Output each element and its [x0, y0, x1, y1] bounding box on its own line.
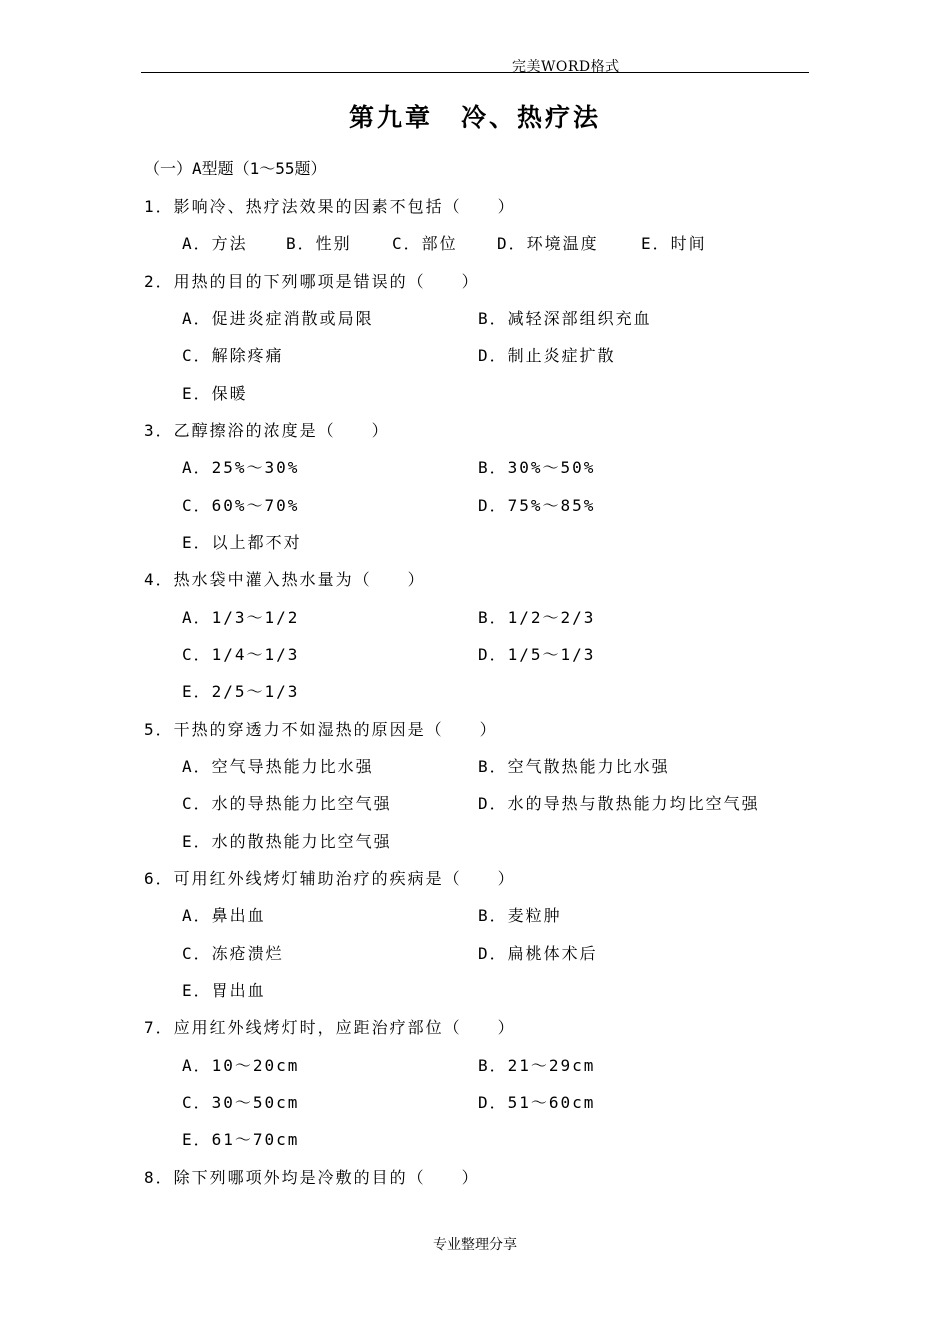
- option-b: B．减轻深部组织充血: [478, 309, 652, 328]
- option-e: E．胃出血: [182, 981, 266, 1000]
- option-e: E．61～70cm: [182, 1130, 300, 1149]
- question-stem: 4．热水袋中灌入热水量为（ ）: [144, 570, 426, 589]
- header-divider: [141, 72, 809, 73]
- option-d: D．75%～85%: [478, 496, 596, 515]
- option-a: A．10～20cm: [182, 1056, 300, 1075]
- question-stem: 6．可用红外线烤灯辅助治疗的疾病是（ ）: [144, 869, 516, 888]
- question-stem: 3．乙醇擦浴的浓度是（ ）: [144, 421, 390, 440]
- page-header: 完美WORD格式: [512, 59, 620, 75]
- option-c: C．30～50cm: [182, 1093, 300, 1112]
- option-c: C．冻疮溃烂: [182, 944, 284, 963]
- option-a: A．鼻出血: [182, 906, 266, 925]
- option-a: A．空气导热能力比水强: [182, 757, 374, 776]
- option-b: B．性别: [286, 234, 352, 253]
- question-stem: 2．用热的目的下列哪项是错误的（ ）: [144, 272, 480, 291]
- question-stem: 5．干热的穿透力不如湿热的原因是（ ）: [144, 720, 498, 739]
- option-d: D．1/5～1/3: [478, 645, 596, 664]
- option-e: E．水的散热能力比空气强: [182, 832, 392, 851]
- option-d: D．环境温度: [497, 234, 599, 253]
- option-c: C．60%～70%: [182, 496, 300, 515]
- option-c: C．1/4～1/3: [182, 645, 300, 664]
- option-e: E．时间: [641, 234, 707, 253]
- option-b: B．麦粒肿: [478, 906, 562, 925]
- option-e: E．2/5～1/3: [182, 682, 300, 701]
- question-stem: 7．应用红外线烤灯时，应距治疗部位（ ）: [144, 1018, 516, 1037]
- option-a: A．1/3～1/2: [182, 608, 300, 627]
- option-d: D．扁桃体术后: [478, 944, 598, 963]
- page-footer: 专业整理分享: [433, 1237, 517, 1253]
- option-b: B．空气散热能力比水强: [478, 757, 670, 776]
- option-b: B．1/2～2/3: [478, 608, 596, 627]
- option-a: A．促进炎症消散或局限: [182, 309, 374, 328]
- question-stem: 1．影响冷、热疗法效果的因素不包括（ ）: [144, 197, 516, 216]
- option-e: E．保暖: [182, 384, 248, 403]
- option-a: A．25%～30%: [182, 458, 300, 477]
- question-stem: 8．除下列哪项外均是冷敷的目的（ ）: [144, 1168, 480, 1187]
- option-d: D．水的导热与散热能力均比空气强: [478, 794, 760, 813]
- option-c: C．水的导热能力比空气强: [182, 794, 392, 813]
- option-c: C．部位: [392, 234, 458, 253]
- option-b: B．30%～50%: [478, 458, 596, 477]
- chapter-title: 第九章 冷、热疗法: [348, 103, 601, 132]
- option-e: E．以上都不对: [182, 533, 302, 552]
- option-c: C．解除疼痛: [182, 346, 284, 365]
- option-d: D．制止炎症扩散: [478, 346, 616, 365]
- option-a: A．方法: [182, 234, 248, 253]
- section-heading: （一）A型题（1～55题）: [144, 159, 327, 178]
- option-d: D．51～60cm: [478, 1093, 596, 1112]
- option-b: B．21～29cm: [478, 1056, 596, 1075]
